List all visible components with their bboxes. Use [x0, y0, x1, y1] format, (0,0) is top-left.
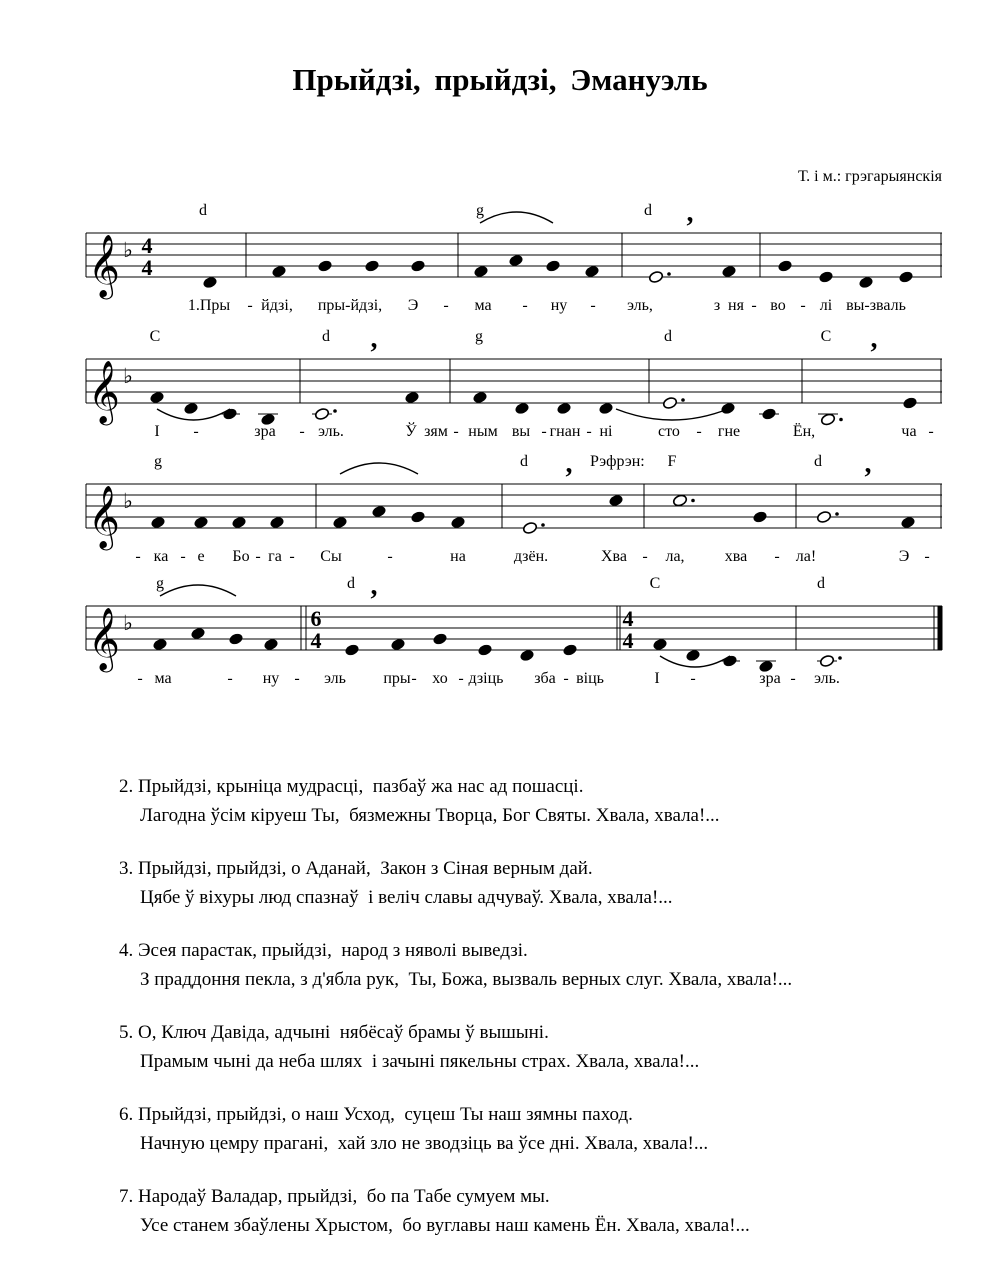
- lyric-syllable: йдзі,: [261, 297, 293, 314]
- lyric-syllable: -: [690, 670, 696, 687]
- quarter-note: [556, 402, 571, 415]
- chord-symbol: C: [820, 328, 832, 345]
- lyric-syllable: ня: [728, 297, 744, 314]
- slur: [340, 463, 418, 474]
- verse-line: Лагодна ўсім кіруеш Ты, бязмежны Творца, Бог Святы. Хвала, хвала!...: [140, 805, 720, 826]
- lyric-syllable: гнан: [549, 423, 581, 440]
- quarter-note: [228, 632, 243, 645]
- dot: [667, 272, 671, 276]
- quarter-note: [152, 638, 167, 651]
- chord-symbol: g: [476, 202, 484, 219]
- chord-symbol: d: [814, 453, 822, 470]
- lyric-syllable: -: [255, 548, 261, 565]
- lyric-syllable: хо: [432, 670, 448, 687]
- half-note: [819, 654, 834, 667]
- quarter-note: [150, 516, 165, 529]
- lyric-syllable: зба: [534, 670, 556, 687]
- lyric-syllable: -: [193, 423, 199, 440]
- lyric-syllable: эль,: [627, 297, 653, 314]
- lyric-syllable: -: [541, 423, 547, 440]
- quarter-note: [149, 391, 164, 404]
- breath-mark-icon: ,: [370, 570, 378, 601]
- lyric-syllable: І: [154, 423, 160, 440]
- quarter-note: [477, 643, 492, 656]
- song-title: Прыйдзі, прыйдзі, Эмануэль: [292, 62, 708, 97]
- verse-6: [119, 1100, 989, 1182]
- lyric-syllable: -: [928, 423, 934, 440]
- lyric-syllable: -: [289, 548, 295, 565]
- lyric-syllable: віць: [576, 670, 604, 687]
- verse-line: З праддоння пекла, з д'ябла рук, Ты, Божа, вызваль верных слуг. Хвала, хвала!...: [140, 969, 793, 990]
- lyric-syllable: пры-йдзі,: [317, 297, 383, 314]
- lyric-syllable: Бо: [232, 548, 250, 565]
- quarter-note: [598, 402, 613, 415]
- quarter-note: [902, 396, 917, 409]
- lyric-syllable: Ў: [405, 423, 417, 440]
- treble-clef-icon: 𝄞: [88, 487, 120, 547]
- quarter-note: [652, 638, 667, 651]
- treble-clef-icon: 𝄞: [88, 362, 120, 422]
- quarter-note: [390, 638, 405, 651]
- time-signature-4-4: 4: [622, 606, 634, 631]
- dot: [691, 499, 695, 503]
- chord-symbol: d: [520, 453, 528, 470]
- quarter-note: [721, 265, 736, 278]
- quarter-note: [720, 402, 735, 415]
- lyric-syllable: -: [387, 548, 393, 565]
- quarter-note: [269, 516, 284, 529]
- lyric-syllable: дзіць: [468, 670, 504, 687]
- lyric-syllable: -: [774, 548, 780, 565]
- quarter-note: [545, 259, 560, 272]
- lyric-syllable: -: [790, 670, 796, 687]
- lyric-syllable: Сы: [320, 548, 342, 565]
- lyric-syllable: зям: [424, 423, 448, 440]
- lyric-syllable: -: [135, 548, 141, 565]
- verse-line: 7. Народаў Валадар, прыйдзі, бо па Табе сумуем мы.: [119, 1186, 550, 1207]
- time-signature-4-4: 4: [141, 255, 153, 280]
- chord-symbol: g: [154, 453, 162, 470]
- lyric-syllable: ні: [599, 423, 613, 440]
- quarter-note: [473, 265, 488, 278]
- breath-mark-icon: ,: [370, 323, 378, 354]
- chord-symbol: d: [347, 575, 355, 592]
- quarter-note: [584, 265, 599, 278]
- flat-icon: ♭: [123, 364, 133, 388]
- slur: [616, 409, 728, 420]
- quarter-note: [371, 505, 386, 518]
- time-signature-4-4: 4: [141, 233, 153, 258]
- lyric-syllable: эль: [324, 670, 346, 687]
- verse-7: [119, 1182, 989, 1264]
- quarter-note: [608, 494, 623, 507]
- lyric-syllable: ну: [262, 670, 280, 687]
- lyric-syllable: -: [247, 297, 253, 314]
- chord-symbol: g: [156, 575, 164, 592]
- time-signature-6-4: 6: [310, 606, 322, 631]
- breath-mark-icon: ,: [870, 323, 878, 354]
- quarter-note: [263, 638, 278, 651]
- quarter-note: [514, 402, 529, 415]
- quarter-note: [332, 516, 347, 529]
- flat-icon: ♭: [123, 611, 133, 635]
- chord-symbol: d: [322, 328, 330, 345]
- quarter-note: [508, 254, 523, 267]
- quarter-note: [364, 259, 379, 272]
- lyric-syllable: вы: [511, 423, 531, 440]
- chord-symbol: d: [644, 202, 652, 219]
- lyric-syllable: ла,: [665, 548, 685, 565]
- lyric-syllable: ла!: [795, 548, 817, 565]
- lyric-syllable: Э: [898, 548, 910, 565]
- quarter-note: [183, 402, 198, 415]
- verse-line: Цябе ў віхуры люд спазнаў і веліч славы адчуваў. Хвала, хвала!...: [140, 887, 673, 908]
- quarter-note: [818, 270, 833, 283]
- verse-line: Прамым чыні да неба шлях і зачыні пякельны страх. Хвала, хвала!...: [140, 1051, 700, 1072]
- verse-line: Начную цемру прагані, хай зло не зводзіць ва ўсе дні. Хвала, хвала!...: [140, 1133, 709, 1154]
- verse-line: 5. О, Ключ Давіда, адчыні нябёсаў брамы ў вышыні.: [119, 1022, 549, 1043]
- dot: [838, 656, 842, 660]
- lyric-syllable: -: [563, 670, 569, 687]
- lyric-syllable: зра: [254, 423, 276, 440]
- slur: [480, 212, 553, 223]
- lyric-syllable: гне: [717, 423, 741, 440]
- quarter-note: [190, 627, 205, 640]
- chord-symbol: g: [475, 328, 483, 345]
- lyric-syllable: -: [642, 548, 648, 565]
- dot: [835, 512, 839, 516]
- lyric-syllable: -: [453, 423, 459, 440]
- lyric-syllable: -: [294, 670, 300, 687]
- half-note: [648, 270, 663, 283]
- verse-5: [119, 1018, 989, 1100]
- quarter-note: [344, 643, 359, 656]
- quarter-note: [752, 510, 767, 523]
- quarter-note: [231, 516, 246, 529]
- lyric-syllable: ча: [901, 423, 917, 440]
- quarter-note: [519, 649, 534, 662]
- lyric-syllable: сто: [658, 423, 680, 440]
- half-note: [314, 407, 329, 420]
- lyric-syllable: пры: [383, 670, 411, 687]
- half-note: [820, 413, 835, 426]
- treble-clef-icon: 𝄞: [88, 609, 120, 669]
- dot: [541, 523, 545, 527]
- flat-icon: ♭: [123, 238, 133, 262]
- lyric-syllable: -: [522, 297, 528, 314]
- refrain-label: Рэфрэн:: [590, 453, 645, 470]
- quarter-note: [777, 259, 792, 272]
- quarter-note: [761, 407, 776, 420]
- lyric-syllable: эль.: [318, 423, 344, 440]
- treble-clef-icon: 𝄞: [88, 236, 120, 296]
- verse-line: 4. Эсея парастак, прыйдзі, народ з няволі выведзі.: [119, 940, 528, 961]
- dot: [839, 418, 843, 422]
- quarter-note: [202, 276, 217, 289]
- lyric-syllable: ма: [154, 670, 172, 687]
- quarter-note: [898, 270, 913, 283]
- quarter-note: [858, 276, 873, 289]
- lyric-syllable: во: [770, 297, 786, 314]
- quarter-note: [193, 516, 208, 529]
- lyric-syllable: ным: [468, 423, 498, 440]
- lyric-syllable: -: [751, 297, 757, 314]
- slur: [160, 585, 236, 596]
- lyric-syllable: -: [458, 670, 464, 687]
- half-note: [522, 521, 537, 534]
- lyric-syllable: га: [268, 548, 282, 565]
- lyric-syllable: ка: [153, 548, 169, 565]
- quarter-note: [685, 649, 700, 662]
- dot: [333, 409, 337, 413]
- half-note: [662, 396, 677, 409]
- lyric-syllable: -: [590, 297, 596, 314]
- lyric-syllable: -: [586, 423, 592, 440]
- lyric-syllable: эль.: [814, 670, 840, 687]
- lyric-syllable: -: [227, 670, 233, 687]
- lyric-syllable: на: [450, 548, 466, 565]
- quarter-note: [562, 643, 577, 656]
- lyric-syllable: лі: [819, 297, 833, 314]
- quarter-note: [410, 510, 425, 523]
- breath-mark-icon: ,: [864, 448, 872, 479]
- quarter-note: [450, 516, 465, 529]
- verses-block: [119, 772, 989, 1264]
- chord-symbol: C: [149, 328, 161, 345]
- lyric-syllable: Э: [407, 297, 419, 314]
- breath-mark-icon: ,: [686, 197, 694, 228]
- flat-icon: ♭: [123, 489, 133, 513]
- time-signature-6-4: 4: [310, 628, 322, 653]
- lyric-syllable: ну: [550, 297, 568, 314]
- lyric-syllable: вы-зваль: [846, 297, 906, 314]
- lyric-syllable: Хва: [601, 548, 627, 565]
- lyric-syllable: -: [696, 423, 702, 440]
- chord-symbol: F: [667, 453, 677, 470]
- time-signature-4-4: 4: [622, 628, 634, 653]
- lyric-syllable: хва: [724, 548, 748, 565]
- dot: [681, 398, 685, 402]
- quarter-note: [404, 391, 419, 404]
- verse-2: [119, 772, 989, 854]
- verse-4: [119, 936, 989, 1018]
- lyric-syllable: -: [924, 548, 930, 565]
- lyric-syllable: дзён.: [513, 548, 549, 565]
- lyric-syllable: 1.Пры: [187, 297, 231, 314]
- lyric-syllable: І: [654, 670, 660, 687]
- lyric-syllable: -: [800, 297, 806, 314]
- quarter-note: [900, 516, 915, 529]
- credit-line: Т. і м.: грэгарыянскія: [797, 168, 942, 185]
- verse-3: [119, 854, 989, 936]
- quarter-note: [472, 391, 487, 404]
- lyric-syllable: зра: [759, 670, 781, 687]
- chord-symbol: d: [664, 328, 672, 345]
- verse-line: Усе станем збаўлены Хрыстом, бо вуглавы наш камень Ён. Хвала, хвала!...: [140, 1215, 750, 1236]
- lyric-syllable: Ён,: [792, 423, 816, 440]
- lyric-syllable: е: [197, 548, 205, 565]
- lyric-syllable: -: [137, 670, 143, 687]
- chord-symbol: d: [199, 202, 207, 219]
- quarter-note: [432, 632, 447, 645]
- lyric-syllable: -: [443, 297, 449, 314]
- lyric-syllable: ма: [474, 297, 492, 314]
- lyric-syllable: з: [713, 297, 721, 314]
- chord-symbol: d: [817, 575, 825, 592]
- breath-mark-icon: ,: [565, 448, 573, 479]
- lyric-syllable: -: [299, 423, 305, 440]
- lyric-syllable: -: [411, 670, 417, 687]
- lyric-syllable: -: [180, 548, 186, 565]
- half-note: [672, 494, 687, 507]
- chord-symbol: C: [649, 575, 661, 592]
- quarter-note: [317, 259, 332, 272]
- half-note: [816, 510, 831, 523]
- verse-line: 6. Прыйдзі, прыйдзі, о наш Усход, суцеш Ты наш зямны паход.: [119, 1104, 633, 1125]
- verse-line: 3. Прыйдзі, прыйдзі, о Аданай, Закон з Сіная верным дай.: [119, 858, 593, 879]
- quarter-note: [410, 259, 425, 272]
- quarter-note: [271, 265, 286, 278]
- verse-line: 2. Прыйдзі, крыніца мудрасці, пазбаў жа нас ад пошасці.: [119, 776, 584, 797]
